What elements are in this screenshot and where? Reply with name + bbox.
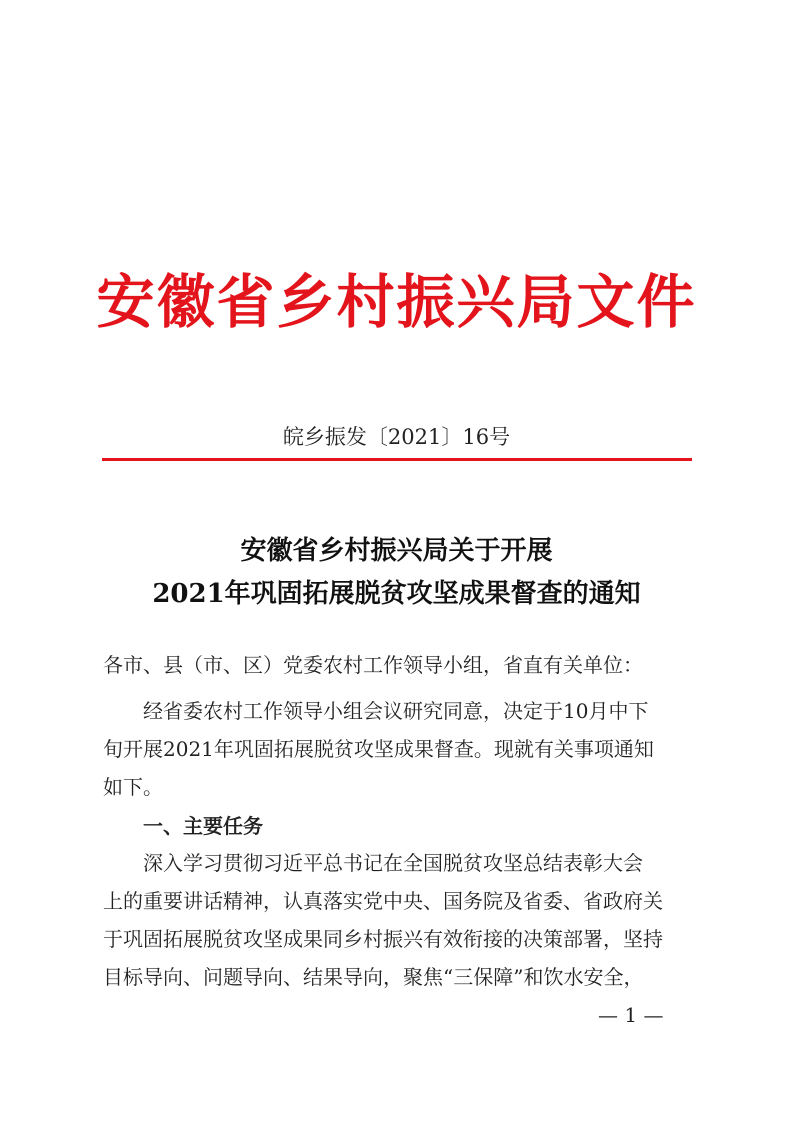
red-divider-line [102,458,692,461]
notice-title-line-1: 安徽省乡村振兴局关于开展 [240,536,553,566]
paragraph-2-line-4: 目标导向、问题导向、结果导向，聚焦“三保障”和饮水安全， [103,965,644,989]
paragraph-2-line-3: 于巩固拓展脱贫攻坚成果同乡村振兴有效衔接的决策部署，坚持 [103,927,663,951]
paragraph-1-line-2: 旬开展2021年巩固拓展脱贫攻坚成果督查。现就有关事项通知 [103,737,654,761]
section-1-heading: 一、主要任务 [143,814,263,838]
paragraph-2-line-1: 深入学习贯彻习近平总书记在全国脱贫攻坚总结表彰大会 [143,851,643,875]
page-number: — 1 — [598,1003,664,1027]
document-header-title: 安徽省乡村振兴局文件 [96,268,697,336]
paragraph-2-line-2: 上的重要讲话精神，认真落实党中央、国务院及省委、省政府关 [103,889,663,913]
notice-title-line-2: 2021年巩固拓展脱贫攻坚成果督查的通知 [152,579,641,609]
paragraph-1-line-3: 如下。 [103,775,163,799]
document-number: 皖乡振发〔2021〕16号 [282,425,511,449]
paragraph-1-line-1: 经省委农村工作领导小组会议研究同意，决定于10月中下 [143,699,649,723]
salutation: 各市、县（市、区）党委农村工作领导小组，省直有关单位： [103,653,643,677]
